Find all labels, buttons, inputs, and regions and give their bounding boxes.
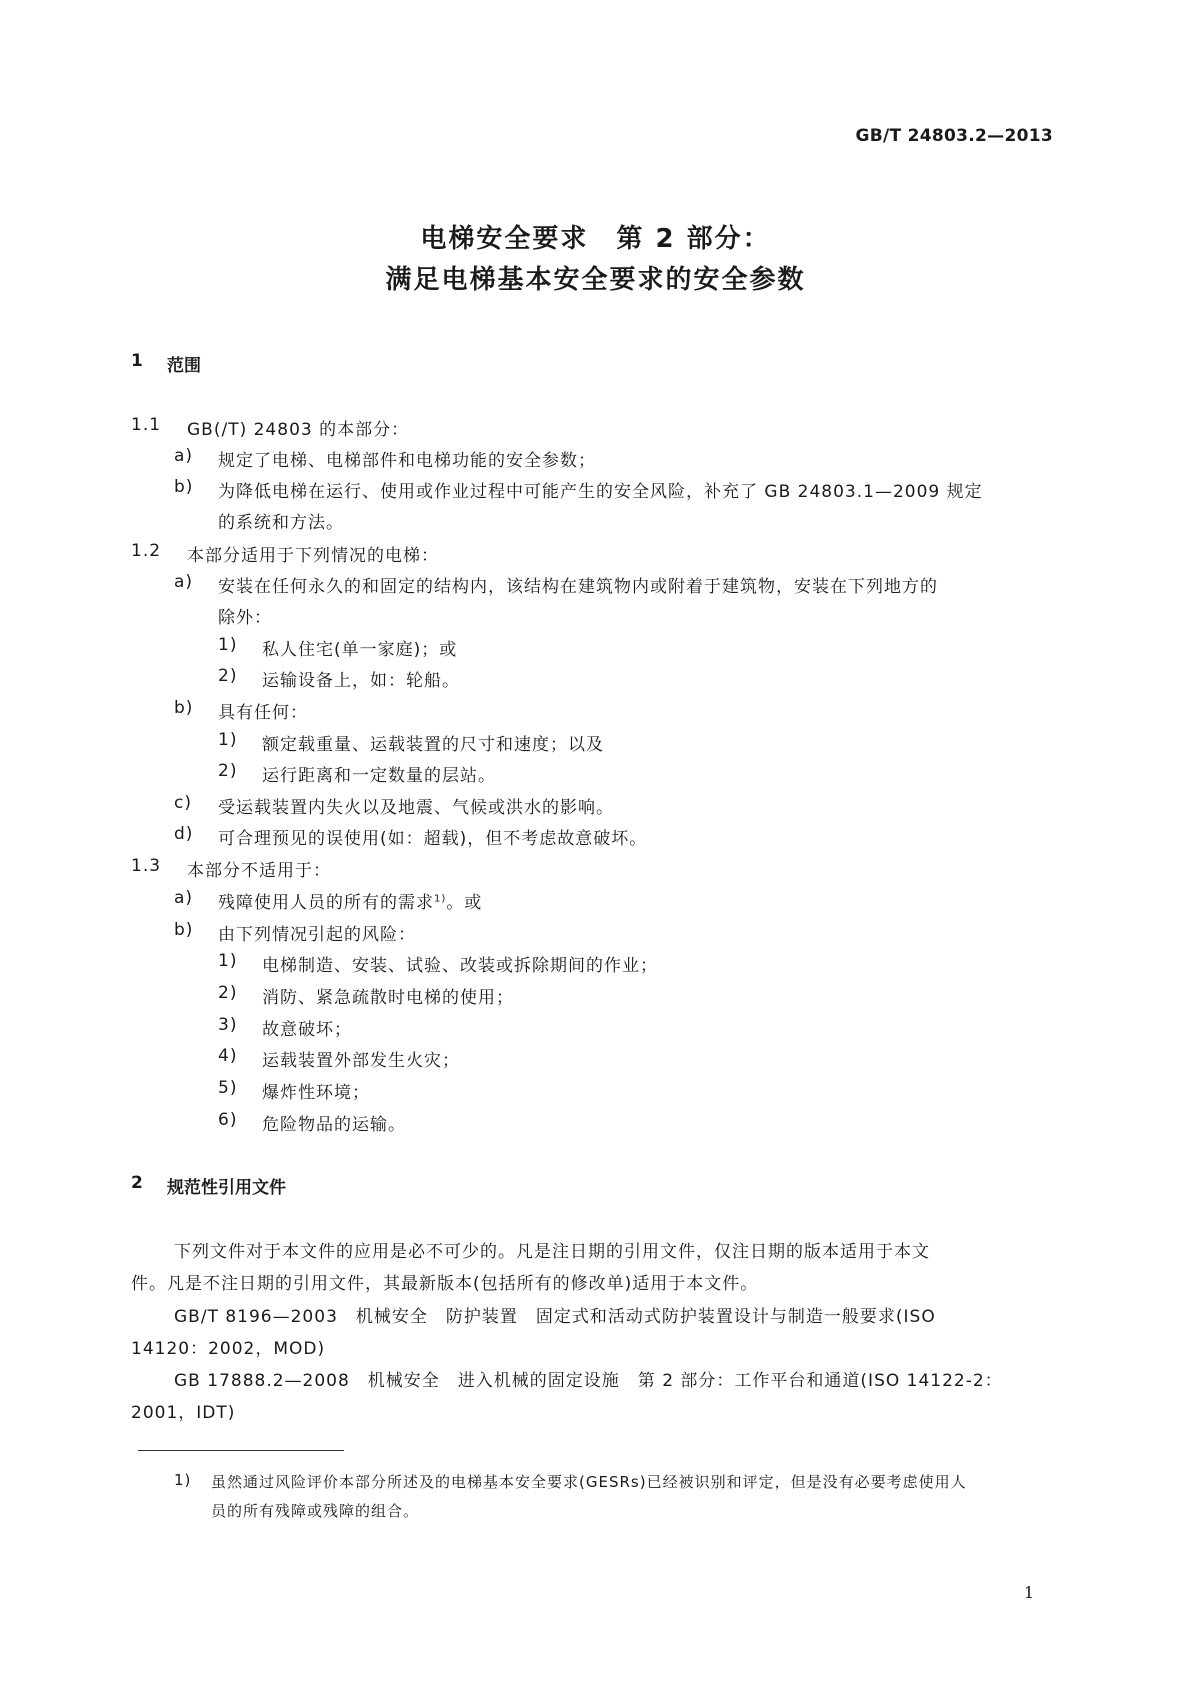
list-item-text: 安装在任何永久的和固定的结构内，该结构在建筑物内或附着于建筑物，安装在下列地方的 <box>218 577 938 597</box>
list-label: c) <box>174 793 192 813</box>
list-label: b) <box>174 477 194 497</box>
sublist-item-text: 故意破坏； <box>262 1020 352 1040</box>
list-item-text: 具有任何： <box>218 703 308 723</box>
sublist-label: 5) <box>218 1078 238 1098</box>
paragraph-line: 件。凡是不注日期的引用文件，其最新版本(包括所有的修改单)适用于本文件。 <box>131 1274 759 1294</box>
list-label: d) <box>174 824 194 844</box>
list-item-text: 由下列情况引起的风险： <box>218 925 416 945</box>
sublist-label: 4) <box>218 1046 238 1066</box>
sublist-item-text: 爆炸性环境； <box>262 1083 370 1103</box>
sublist-label: 1) <box>218 951 238 971</box>
section-1-heading: 范围 <box>167 356 201 376</box>
footnote-label: 1) <box>174 1471 192 1489</box>
sublist-item-text: 消防、紧急疏散时电梯的使用； <box>262 988 514 1008</box>
list-item-text-tail: 。或 <box>446 893 483 913</box>
reference-entry-continued: 14120：2002，MOD) <box>131 1339 326 1359</box>
sublist-label: 2) <box>218 983 238 1003</box>
sublist-item-text: 私人住宅(单一家庭)；或 <box>262 640 458 660</box>
sublist-item-text: 危险物品的运输。 <box>262 1115 406 1135</box>
sublist-label: 2) <box>218 666 238 686</box>
sublist-item-text: 运行距离和一定数量的层站。 <box>262 766 496 786</box>
list-label: a) <box>174 888 194 908</box>
sublist-label: 1) <box>218 635 238 655</box>
footnote-text: 虽然通过风险评价本部分所述及的电梯基本安全要求(GESRs)已经被识别和评定，但是没有必要考虑使用人 <box>211 1473 967 1491</box>
sublist-label: 1) <box>218 730 238 750</box>
list-item-text-main: 残障使用人员的所有的需求 <box>218 893 434 913</box>
page-number: 1 <box>1023 1583 1034 1602</box>
sublist-item-text: 额定载重量、运载装置的尺寸和速度；以及 <box>262 735 604 755</box>
section-2-heading: 规范性引用文件 <box>167 1178 286 1198</box>
footnote-separator <box>138 1450 344 1451</box>
list-label: a) <box>174 446 194 466</box>
footnote-text-continued: 员的所有残障或残障的组合。 <box>211 1502 420 1520</box>
sublist-label: 2) <box>218 761 238 781</box>
sublist-item-text: 运载装置外部发生火灾； <box>262 1051 460 1071</box>
paragraph-line: 下列文件对于本文件的应用是必不可少的。凡是注日期的引用文件，仅注日期的版本适用于本文 <box>174 1242 930 1262</box>
reference-entry-continued: 2001，IDT) <box>131 1403 236 1423</box>
sublist-item-text: 运输设备上，如：轮船。 <box>262 671 460 691</box>
clause-1-1-text: GB(/T) 24803 的本部分： <box>187 420 410 440</box>
reference-entry: GB 17888.2—2008 机械安全 进入机械的固定设施 第 2 部分：工作平台和通道(ISO 14122-2： <box>174 1371 1003 1391</box>
standard-number: GB/T 24803.2—2013 <box>855 126 1053 146</box>
document-title-line-2: 满足电梯基本安全要求的安全参数 <box>385 265 806 295</box>
list-item-text: 规定了电梯、电梯部件和电梯功能的安全参数； <box>218 451 596 471</box>
list-label: a) <box>174 572 194 592</box>
section-2-number: 2 <box>131 1173 143 1193</box>
sublist-label: 6) <box>218 1110 238 1130</box>
clause-1-1-number: 1.1 <box>131 415 162 435</box>
list-item-text-continued: 的系统和方法。 <box>218 513 344 533</box>
section-1-number: 1 <box>131 351 143 371</box>
list-label: b) <box>174 920 194 940</box>
clause-1-3-number: 1.3 <box>131 856 162 876</box>
list-label: b) <box>174 698 194 718</box>
reference-entry: GB/T 8196—2003 机械安全 防护装置 固定式和活动式防护装置设计与制造一般要求(ISO <box>174 1307 936 1327</box>
document-title-line-1: 电梯安全要求 第 2 部分： <box>420 224 771 254</box>
list-item-text: 可合理预见的误使用(如：超载)，但不考虑故意破坏。 <box>218 829 648 849</box>
sublist-label: 3) <box>218 1015 238 1035</box>
list-item-text: 受运载装置内失火以及地震、气候或洪水的影响。 <box>218 798 614 818</box>
clause-1-2-number: 1.2 <box>131 541 162 561</box>
clause-1-2-text: 本部分适用于下列情况的电梯： <box>187 546 439 566</box>
list-item-text-continued: 除外： <box>218 608 272 628</box>
list-item-text <box>218 888 482 913</box>
footnote-reference: 1) <box>434 893 447 905</box>
clause-1-3-text: 本部分不适用于： <box>187 861 331 881</box>
list-item-text: 为降低电梯在运行、使用或作业过程中可能产生的安全风险，补充了 GB 24803.1—2009 规定 <box>218 482 983 502</box>
sublist-item-text: 电梯制造、安装、试验、改装或拆除期间的作业； <box>262 956 658 976</box>
